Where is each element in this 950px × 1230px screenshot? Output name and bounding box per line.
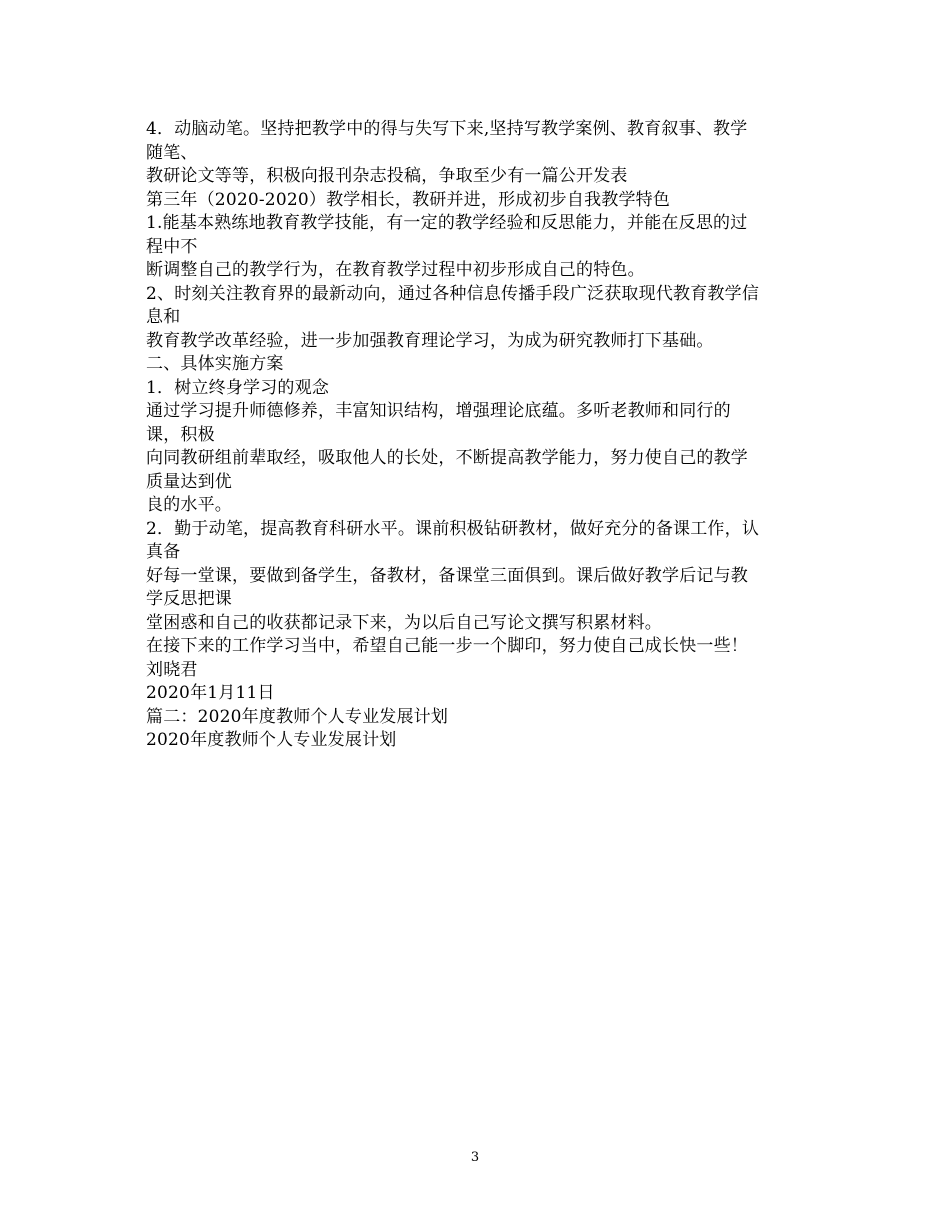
text-line: 2．勤于动笔，提高教育科研水平。课前积极钻研教材，做好充分的备课工作，认 [146,518,760,539]
text-line: 教研论文等等，积极向报刊杂志投稿，争取至少有一篇公开发表 [146,166,628,186]
chapter-heading: 篇二：2020年度教师个人专业发展计划 [146,706,449,727]
text-line: 1.能基本熟练地教育教学技能，有一定的教学经验和反思能力，并能在反思的过 [146,213,748,233]
text-line: 程中不 [146,236,198,257]
document-body [146,118,816,753]
author-name: 刘晓君 [146,659,198,680]
text-line: 真备 [146,542,181,562]
text-line: 良的水平。 [146,495,232,515]
list-item-heading: 1．树立终身学习的观念 [146,377,330,398]
text-line: 质量达到优 [146,471,232,492]
text-line: 堂困惑和自己的收获都记录下来，为以后自己写论文撰写积累材料。 [146,612,662,633]
text-line: 2、时刻关注教育界的最新动向，通过各种信息传播手段广泛获取现代教育教学信 [146,283,760,304]
section-heading-year-three: 第三年（2020-2020）教学相长，教研并进，形成初步自我教学特色 [146,189,671,210]
document-date: 2020年1月11日 [146,683,275,703]
text-line: 学反思把课 [146,589,232,609]
text-line: 息和 [146,307,181,327]
text-line: 好每一堂课，要做到备学生，备教材，备课堂三面俱到。课后做好教学后记与教 [146,565,748,586]
text-line: 向同教研组前辈取经，吸取他人的长处，不断提高教学能力，努力使自己的教学 [146,448,748,468]
text-line: 断调整自己的教学行为，在教育教学过程中初步形成自己的特色。 [146,260,645,280]
text-line: 教育教学改革经验，进一步加强教育理论学习，为成为研究教师打下基础。 [146,330,714,351]
page-number: 3 [470,1150,480,1165]
section-heading-implementation: 二、具体实施方案 [146,354,284,374]
text-line: 课，积极 [146,424,215,445]
text-line: 4．动脑动笔。坚持把教学中的得与失写下来,坚持写教学案例、教育叙事、教学 [146,119,748,139]
text-line: 在接下来的工作学习当中，希望自己能一步一个脚印，努力使自己成长快一些！ [146,636,748,656]
chapter-title: 2020年度教师个人专业发展计划 [146,730,397,750]
text-line: 随笔、 [146,142,198,163]
text-line: 通过学习提升师德修养，丰富知识结构，增强理论底蕴。多听老教师和同行的 [146,401,731,421]
